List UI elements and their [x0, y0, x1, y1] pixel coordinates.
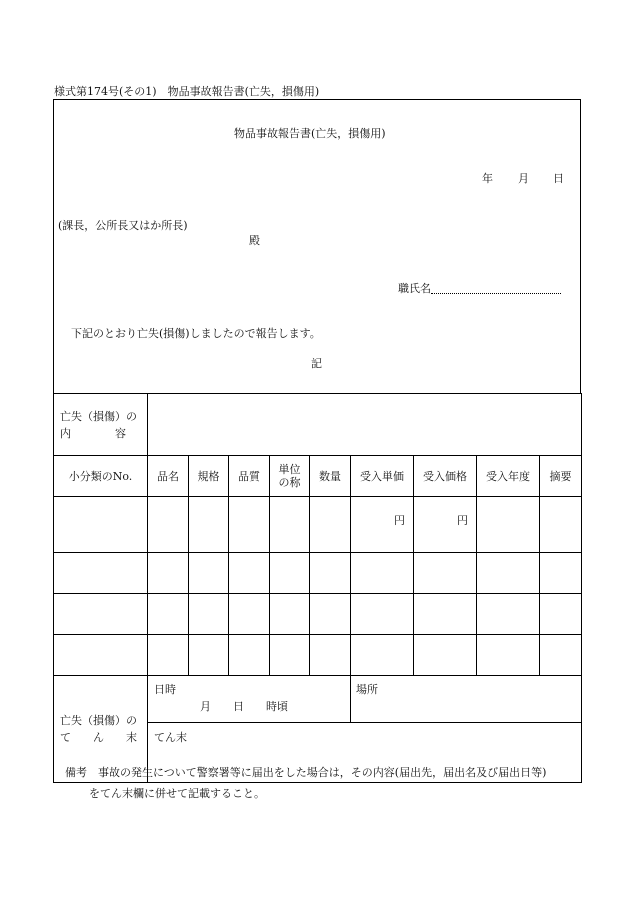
addressee: (課長，公所長又はか所長)	[58, 219, 188, 232]
yen-unit-price: 円	[351, 497, 414, 553]
form-caption: 様式第174号(その1) 物品事故報告書(亡失，損傷用)	[54, 85, 320, 98]
items-table	[53, 393, 582, 783]
incident-label: 亡失（損傷）の て ん 末	[54, 676, 148, 783]
col-kikaku: 規格	[189, 456, 229, 497]
tenmatsu-label: てん末	[154, 731, 187, 744]
body-text: 下記のとおり亡失(損傷)しましたので報告します。	[71, 327, 321, 340]
table-row	[54, 594, 582, 635]
date-month: 月	[518, 172, 529, 185]
column-header-row	[54, 456, 582, 497]
col-no: 小分類のNo.	[54, 456, 148, 497]
col-year: 受入年度	[477, 456, 540, 497]
table-row	[54, 635, 582, 676]
content-label: 亡失（損傷）の 内 容	[54, 394, 148, 456]
datetime-line: 月 日 時頃	[200, 700, 288, 713]
datetime-cell	[148, 676, 351, 723]
col-remarks: 摘要	[540, 456, 582, 497]
ki-mark: 記	[311, 357, 322, 370]
date-day: 日	[553, 172, 564, 185]
datetime-label: 日時	[154, 683, 176, 696]
table-row	[54, 553, 582, 594]
yen-price: 円	[414, 497, 477, 553]
place-cell	[351, 676, 582, 723]
signature-line	[431, 281, 561, 294]
reporter-label: 職氏名	[398, 282, 431, 295]
place-label: 場所	[356, 683, 378, 696]
remarks-note: 備考 事故の発生について警察署等に届出をした場合は，その内容(届出先，届出名及び届出日等) をてん末欄に併せて記載すること。	[65, 766, 547, 800]
content-cell	[148, 394, 582, 456]
document-title: 物品事故報告書(亡失，損傷用)	[234, 127, 386, 140]
col-hinmei: 品名	[148, 456, 189, 497]
honorific: 殿	[249, 234, 260, 247]
col-hinshitsu: 品質	[229, 456, 270, 497]
col-unit-price: 受入単価	[351, 456, 414, 497]
col-price: 受入価格	[414, 456, 477, 497]
col-suryo: 数量	[310, 456, 351, 497]
table-row	[54, 497, 582, 553]
reporter-name-field	[398, 281, 561, 294]
col-tani: 単位 の称	[270, 456, 310, 497]
report-frame	[53, 99, 581, 393]
date-year: 年	[482, 172, 493, 185]
